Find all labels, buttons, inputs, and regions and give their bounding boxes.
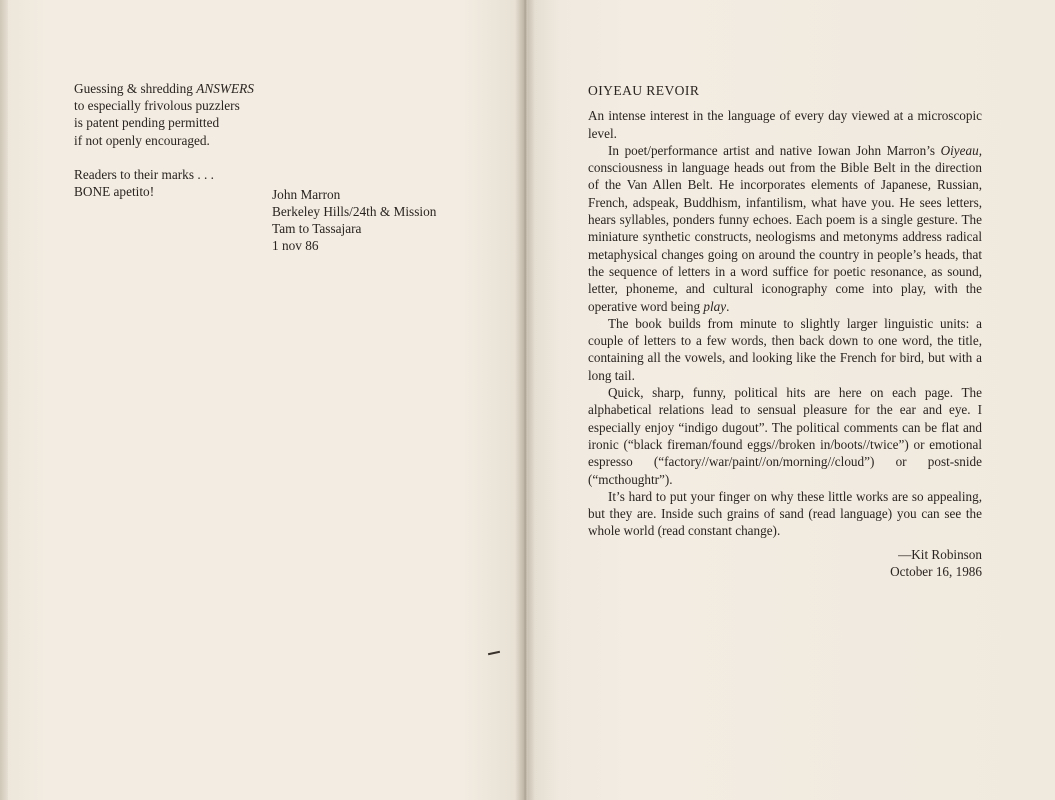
essay-paragraph-4: Quick, sharp, funny, political hits are here on each page. The alphabetical relations lead to sensual pleasure for the ear and eye. I especially enjoy “indigo dugout”. The political comments can be flat and ironic (“black fireman/found eggs//broken in/boots//twice”) or emotional espresso (“factory//war/paint//on/morning//cloud”) or post-snide (“mcthoughtr”). [588, 385, 982, 487]
text-line: to especially frivolous puzzlers [74, 98, 240, 114]
signoff-name: —Kit Robinson [898, 546, 982, 562]
author-place: Tam to Tassajara [272, 221, 362, 236]
essay-title: OIYEAU REVOIR [588, 83, 700, 98]
text-line: BONE apetito! [74, 184, 155, 200]
author-signature-block [272, 186, 436, 254]
essay-paragraph-5: It’s hard to put your finger on why these little works are so appealing, but they are. Inside such grains of sand (read language) you can see the whole world (read constant change). [588, 488, 982, 539]
page-edge [0, 0, 8, 800]
play-italic: play [703, 298, 727, 314]
left-paragraph-1 [74, 80, 374, 149]
signoff-date: October 16, 1986 [890, 563, 982, 579]
text-line: is patent pending permitted [74, 115, 220, 131]
author-date: 1 nov 86 [272, 238, 319, 253]
essay-signoff [588, 546, 982, 580]
author-location: Berkeley Hills/24th & Mission [272, 204, 437, 219]
text-line: Readers to their marks . . . [74, 166, 214, 182]
essay-paragraph-3: The book builds from minute to slightly larger linguistic units: a couple of letters to a few words, then back down to one word, the title, containing all the vowels, and looking like the French for bird, but with a long tail. [588, 315, 982, 383]
book-title-italic: Oiyeau, [940, 142, 982, 158]
text-line: if not openly encouraged. [74, 132, 210, 148]
right-page-text [588, 82, 982, 580]
book-gutter [515, 0, 535, 800]
emphasis-answers: ANSWERS [196, 81, 254, 96]
essay-paragraph-2: In poet/performance artist and native Iowan John Marron’s Oiyeau, consciousness in language heads out from the Bible Belt in the direction of the Van Allen Belt. He incorporates elements of Japanese, Russian, French, adspeak, Buddhism, infantilism, what have you. He sees letters, hears syllables, ponders funny echoes. Each poem is a single gesture. The miniature synthetic constructs, neologisms and metonyms address radical metaphysical changes going on around the country in people’s heads, that the sequence of letters in a word suffice for poetic resonance, as sound, letter, phoneme, and cultural iconography come into play, with the operative word being play. [588, 142, 982, 314]
text-line: Guessing & shredding [74, 81, 197, 96]
left-page-text [74, 80, 374, 200]
essay-intro: An intense interest in the language of every day viewed at a microscopic level. [588, 108, 982, 141]
author-name: John Marron [272, 187, 341, 202]
